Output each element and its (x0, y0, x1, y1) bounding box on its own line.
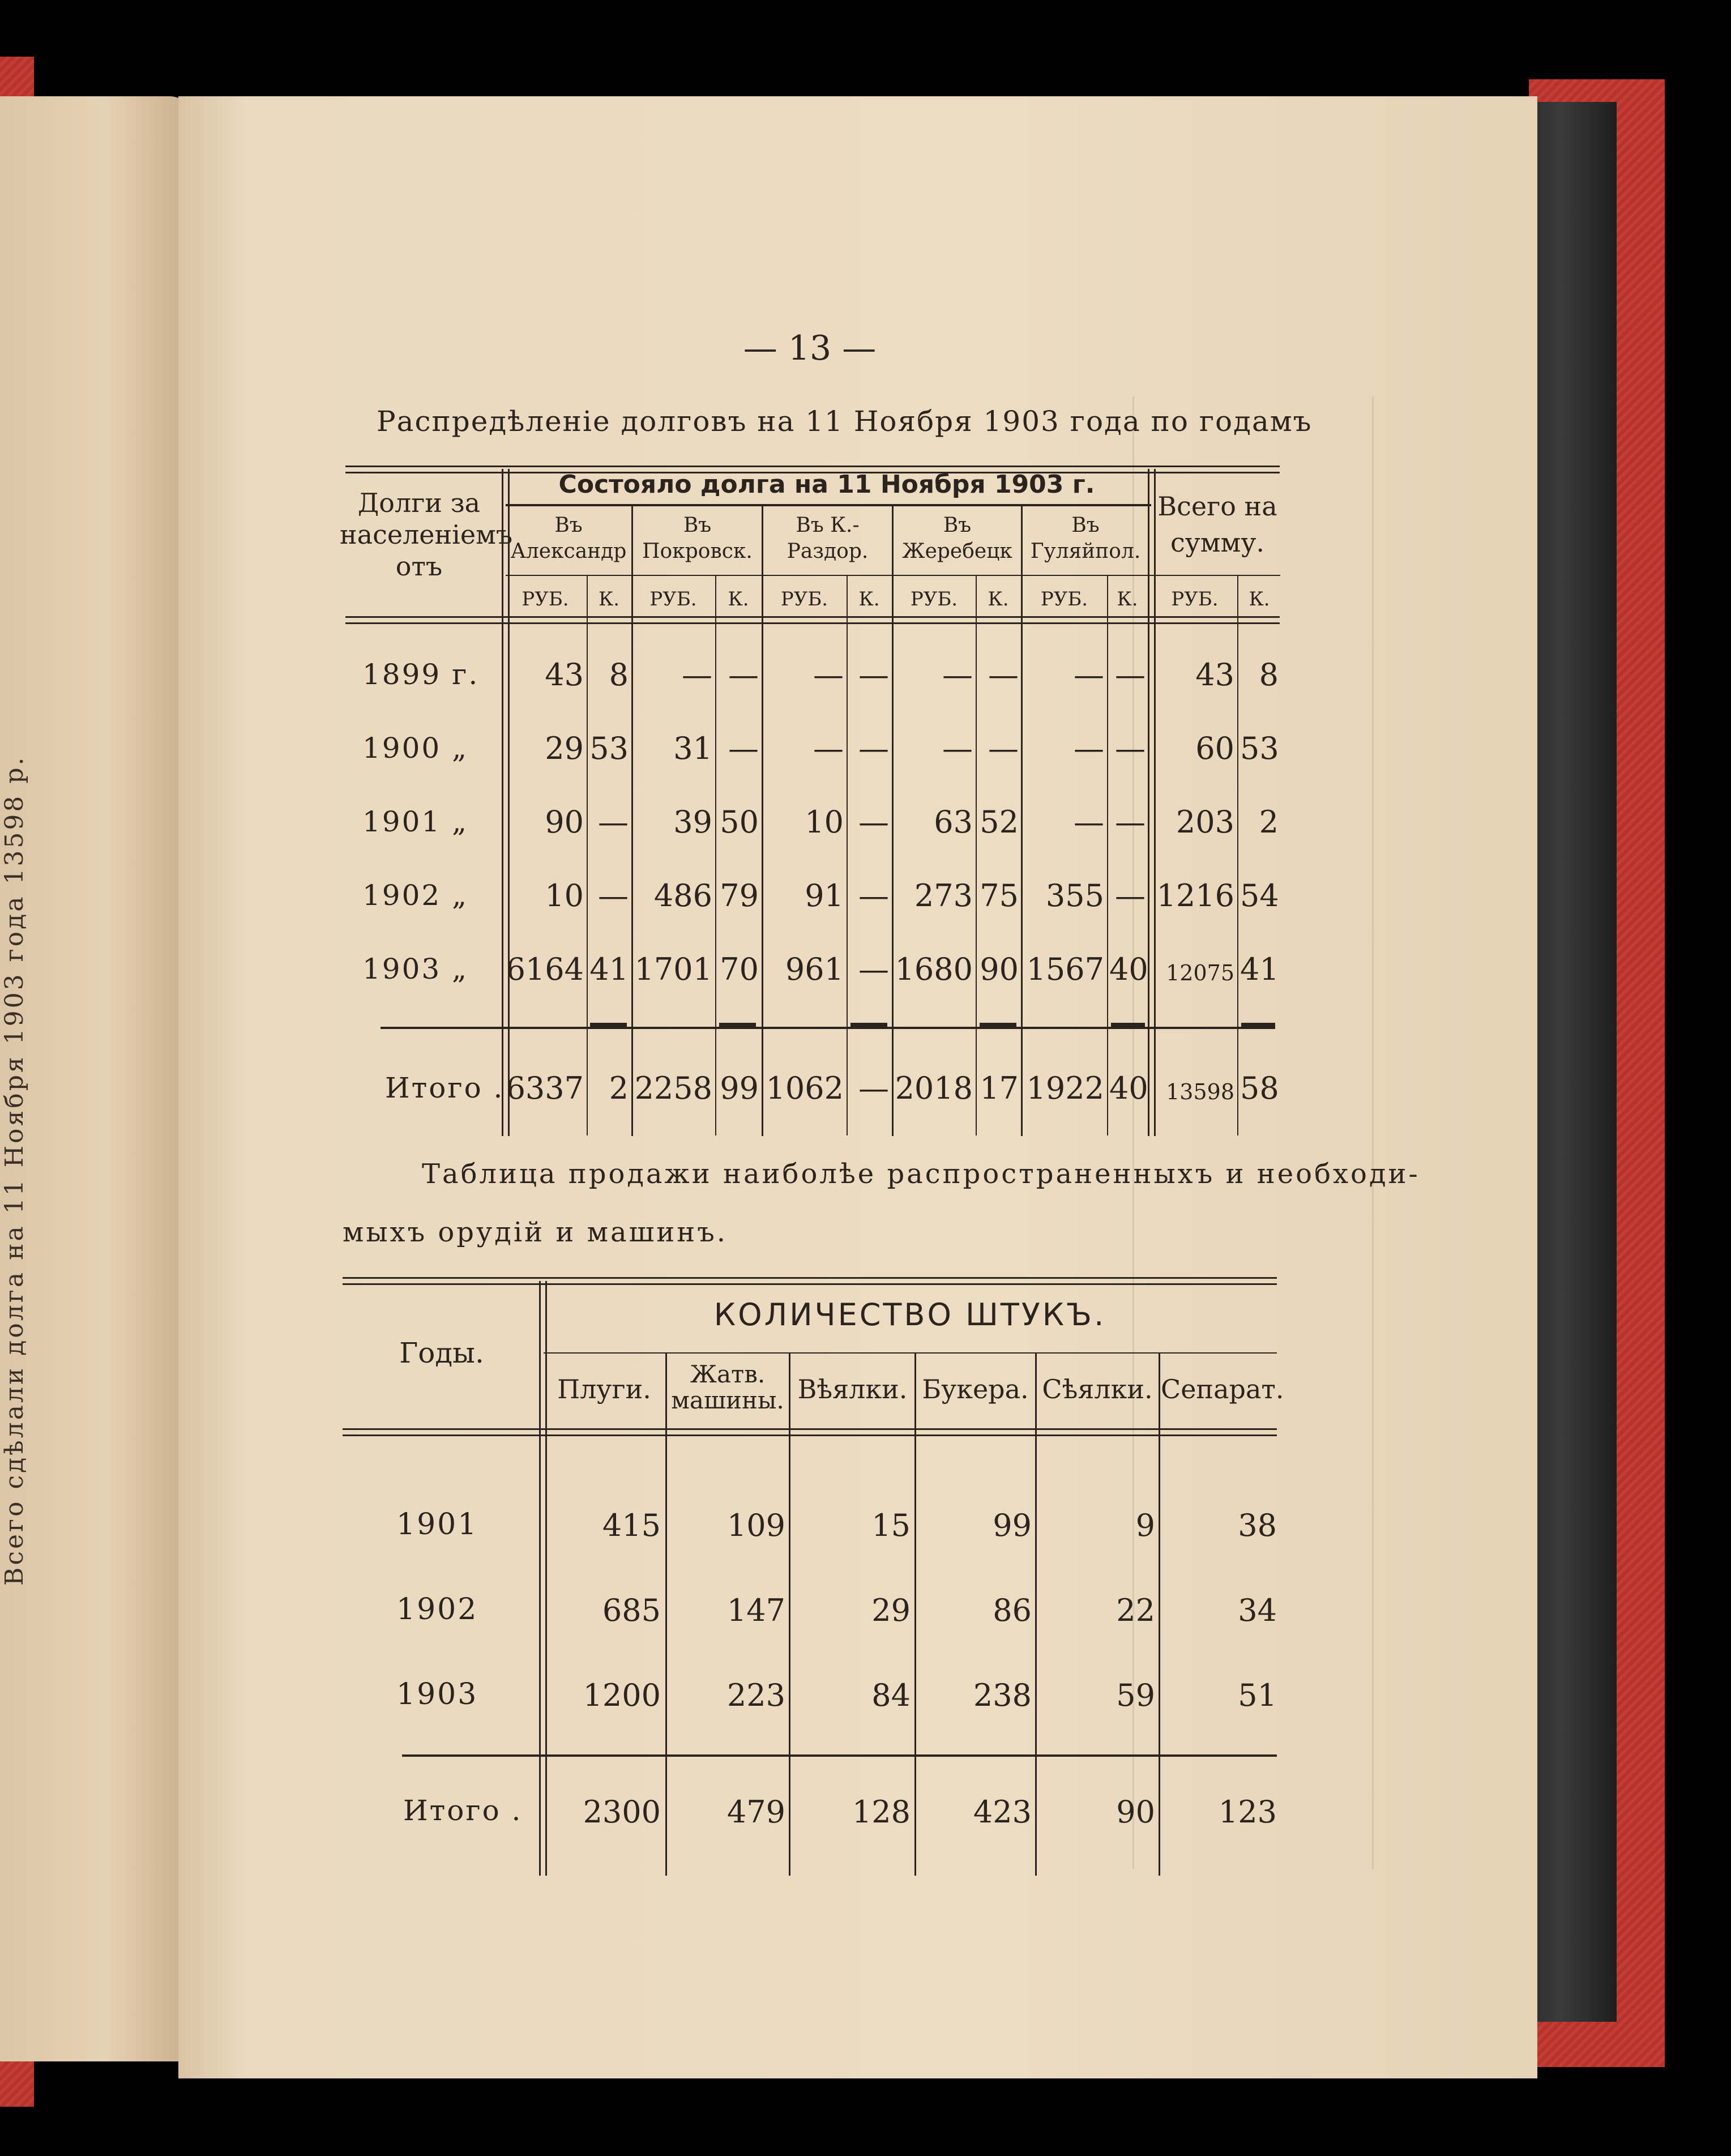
column-header-gulyaypol: Въ Гуляйпол. (1030, 514, 1141, 563)
table-cell: 128 (852, 1794, 911, 1830)
table-cell: 59 (1116, 1677, 1155, 1713)
table-cell: 2 (609, 1070, 629, 1106)
table-cell: 273 (914, 878, 973, 913)
unit-rub: РУБ. (1171, 588, 1219, 610)
table-cell: 90 (1116, 1794, 1155, 1830)
table-cell: 29 (871, 1593, 911, 1628)
table-cell: 1062 (766, 1070, 844, 1106)
table-cell: 2018 (895, 1070, 973, 1106)
table-cell: — (858, 951, 889, 987)
table-rule (980, 1023, 1016, 1028)
table-cell: 2 (1259, 804, 1279, 840)
table-col-rule (1237, 575, 1238, 1135)
table-col-rule (665, 1352, 667, 1876)
row-year: 1902 „ (362, 879, 469, 912)
table-cell: 6337 (506, 1070, 584, 1106)
table-cell: — (1115, 804, 1146, 840)
table-col-rule (539, 1281, 547, 1876)
unit-kop: К. (858, 588, 880, 610)
table-cell: 15 (871, 1508, 911, 1543)
table-cell: — (728, 657, 759, 693)
table-cell: 79 (720, 878, 759, 913)
table-cell: 355 (1045, 878, 1104, 913)
table-cell: 41 (1240, 951, 1279, 987)
column-header-separators: Сепарат. (1161, 1374, 1284, 1404)
table-col-rule (1148, 469, 1156, 1136)
column-header-bukers: Букера. (922, 1374, 1029, 1404)
column-header-seeders: Сѣялки. (1042, 1374, 1153, 1404)
unit-kop: К. (1249, 588, 1270, 610)
table-cell: 17 (980, 1070, 1019, 1106)
table-cell: 147 (726, 1593, 785, 1628)
table-cell: 1922 (1026, 1070, 1104, 1106)
table-cell: — (942, 657, 973, 693)
table-rule (544, 1352, 1277, 1354)
table-cell: 2300 (583, 1794, 661, 1830)
column-header-zherebetsk: Въ Жеребецк (902, 514, 1012, 563)
table-cell: 40 (1109, 951, 1148, 987)
column-header-reapers: Жатв. машины. (671, 1360, 784, 1414)
table-cell: 58 (1240, 1070, 1279, 1106)
table-cell: — (942, 731, 973, 766)
table-rule (343, 1277, 1277, 1285)
table-cell: 9 (1135, 1508, 1155, 1543)
sales-intro-line-2: мыхъ орудій и машинъ. (343, 1216, 728, 1248)
column-header-aleksandr: Въ Александр (510, 514, 627, 563)
table-cell: 60 (1195, 731, 1234, 766)
table-cell: — (598, 804, 629, 840)
table-cell: — (858, 657, 889, 693)
table-col-rule (1107, 575, 1108, 1135)
row-year: 1902 (396, 1593, 478, 1626)
table-cell: 486 (653, 878, 712, 913)
table-rule (506, 504, 1151, 506)
table-cell: 53 (589, 731, 629, 766)
table-col-rule (914, 1352, 916, 1876)
table-cell: 91 (805, 878, 844, 913)
table-cell: 84 (871, 1677, 911, 1713)
table-col-rule (847, 575, 848, 1135)
table-cell: 10 (545, 878, 584, 913)
unit-kop: К. (728, 588, 749, 610)
table-cell: — (598, 878, 629, 913)
table-cell: 1216 (1156, 878, 1234, 913)
table-cell: — (1115, 657, 1146, 693)
table-col-rule (715, 575, 716, 1135)
table-cell: 86 (993, 1593, 1032, 1628)
table-cell: — (1074, 657, 1104, 693)
left-page-text: Всего сдѣлали долга на 11 Ноября 1903 года 13598 р. (0, 755, 29, 1586)
column-header-ploughs: Плуги. (557, 1374, 651, 1404)
table-rule (1111, 1023, 1145, 1028)
table-cell: 223 (726, 1677, 785, 1713)
unit-rub: РУБ. (1040, 588, 1088, 610)
table-cell: 38 (1238, 1508, 1277, 1543)
row-year: 1903 (396, 1677, 478, 1711)
table-cell: — (988, 657, 1019, 693)
table-col-rule (1035, 1352, 1037, 1876)
table-cell: 51 (1238, 1677, 1277, 1713)
column-header-pokrovsk: Въ Покровск. (642, 514, 753, 563)
table-cell: 43 (1195, 657, 1234, 693)
unit-rub: РУБ. (780, 588, 828, 610)
debt-table-title: Распредѣленіе долговъ на 11 Ноября 1903 года по годамъ (377, 405, 1313, 438)
table-cell: 50 (720, 804, 759, 840)
page-number: — 13 — (743, 328, 877, 368)
table-cell: — (728, 731, 759, 766)
debt-total-header: Всего на сумму. (1157, 491, 1277, 558)
table-cell: 1200 (583, 1677, 661, 1713)
table-cell: — (858, 878, 889, 913)
table-cell: 6164 (506, 951, 584, 987)
unit-kop: К. (598, 588, 620, 610)
table-cell: 13598 (1166, 1079, 1234, 1104)
table-cell: 8 (609, 657, 629, 693)
table-cell: 1680 (895, 951, 973, 987)
table-rule (1241, 1023, 1275, 1028)
table-rule (402, 1754, 1277, 1757)
sales-row-header: Годы. (399, 1337, 484, 1369)
table-cell: — (1074, 731, 1104, 766)
sales-intro-line-1: Таблица продажи наиболѣе распространенныхъ и необходи- (422, 1158, 1420, 1190)
unit-rub: РУБ. (522, 588, 569, 610)
table-cell: 10 (805, 804, 844, 840)
table-cell: — (858, 804, 889, 840)
table-cell: 34 (1238, 1593, 1277, 1628)
table-cell: 109 (726, 1508, 785, 1543)
table-col-rule (1159, 1352, 1160, 1876)
table-col-rule (502, 469, 510, 1136)
table-cell: 479 (726, 1794, 785, 1830)
unit-kop: К. (1117, 588, 1138, 610)
table-cell: — (1074, 804, 1104, 840)
row-year: 1901 (396, 1508, 478, 1542)
table-cell: — (988, 731, 1019, 766)
table-cell: 1701 (634, 951, 712, 987)
table-cell: 203 (1176, 804, 1234, 840)
sales-group-header: КОЛИЧЕСТВО ШТУКЪ. (713, 1297, 1106, 1333)
table-cell: 961 (785, 951, 844, 987)
table-cell: — (813, 657, 844, 693)
table-cell: 54 (1240, 878, 1279, 913)
table-rule (719, 1023, 756, 1028)
sum-label: Итого . (403, 1794, 523, 1827)
row-year: 1899 г. (362, 658, 480, 691)
table-cell: 75 (980, 878, 1019, 913)
table-cell: 29 (545, 731, 584, 766)
table-cell: — (858, 731, 889, 766)
table-rule (850, 1023, 887, 1028)
table-cell: 39 (673, 804, 712, 840)
table-cell: 238 (973, 1677, 1032, 1713)
row-year: 1900 „ (362, 732, 469, 765)
table-cell: — (1115, 878, 1146, 913)
table-col-rule (976, 575, 977, 1135)
table-cell: 423 (973, 1794, 1032, 1830)
table-cell: 90 (980, 951, 1019, 987)
table-cell: 415 (602, 1508, 661, 1543)
sum-label: Итого . (385, 1071, 505, 1104)
row-year: 1903 „ (362, 953, 469, 985)
table-cell: 90 (545, 804, 584, 840)
table-rule (343, 1428, 1277, 1436)
unit-kop: К. (988, 588, 1009, 610)
table-cell: 53 (1240, 731, 1279, 766)
table-cell: 40 (1109, 1070, 1148, 1106)
column-header-winnowers: Вѣялки. (797, 1374, 908, 1404)
table-rule (590, 1023, 627, 1028)
table-cell: 8 (1259, 657, 1279, 693)
table-cell: 70 (720, 951, 759, 987)
table-cell: 12075 (1166, 960, 1234, 985)
table-col-rule (789, 1352, 790, 1876)
debt-row-header: Долги за населеніемъ отъ (340, 488, 513, 582)
table-cell: 99 (720, 1070, 759, 1106)
table-cell: — (858, 1070, 889, 1106)
table-cell: 685 (602, 1593, 661, 1628)
table-cell: 43 (545, 657, 584, 693)
table-cell: 2258 (634, 1070, 712, 1106)
table-cell: 41 (589, 951, 629, 987)
table-cell: — (682, 657, 712, 693)
table-cell: — (813, 731, 844, 766)
unit-rub: РУБ. (649, 588, 697, 610)
unit-rub: РУБ. (910, 588, 958, 610)
table-cell: 99 (993, 1508, 1032, 1543)
table-rule (345, 616, 1280, 624)
table-cell: — (1115, 731, 1146, 766)
row-year: 1901 „ (362, 805, 469, 838)
table-cell: 63 (934, 804, 973, 840)
table-cell: 1567 (1026, 951, 1104, 987)
table-cell: 22 (1116, 1593, 1155, 1628)
column-header-k-razdor: Въ К.-Раздор. (787, 514, 869, 563)
table-cell: 52 (980, 804, 1019, 840)
table-cell: 123 (1218, 1794, 1277, 1830)
table-col-rule (587, 575, 588, 1135)
table-cell: 31 (673, 731, 712, 766)
debt-group-header: Состояло долга на 11 Ноября 1903 г. (558, 470, 1095, 499)
